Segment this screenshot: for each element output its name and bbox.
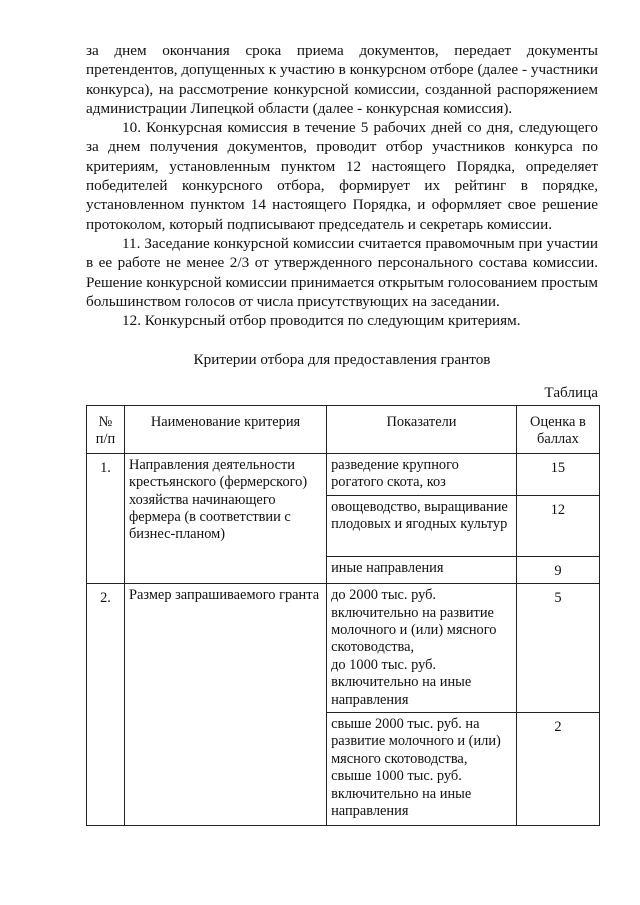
paragraph-10: 10. Конкурсная комиссия в течение 5 рабочих дней со дня, следующего за днем получения документов, проводит отбор участников конкурса по критериям, установленным пунктом 12 настоящего Порядка, определяет победителей конкурсного отбора, формирует их рейтинг в порядке, установленном пунктом 14 настоящего Порядка, и оформляет свое решение протоколом, который подписывают председатель и секретарь комиссии. xyxy=(86,119,598,233)
row-1-score-1: 15 xyxy=(516,453,599,495)
row-2-num: 2. xyxy=(87,584,125,825)
row-1-indicator-1: разведение крупного рогатого скота, коз xyxy=(327,453,517,495)
row-1-score-3: 9 xyxy=(516,556,599,583)
table-label: Таблица xyxy=(544,384,598,402)
row-1-indicator-3: иные направления xyxy=(327,556,517,583)
header-indicators: Показатели xyxy=(327,406,517,454)
table-header-row xyxy=(87,406,600,454)
paragraph-11: 11. Заседание конкурсной комиссии считается правомочным при участии в ее работе не менее 2/3 от утвержденного персонального состава комиссии. Решение конкурсной комиссии принимается открытым голосованием простым большинством голосов от числа присутствующих на заседании. xyxy=(86,234,598,310)
row-2-criterion: Размер запрашиваемого гранта xyxy=(124,584,326,825)
row-2-score-2: 2 xyxy=(516,713,599,825)
row-2-indicator-2: свыше 2000 тыс. руб. на развитие молочного и (или) мясного скотоводства, свыше 1000 тыс. руб. включительно на иные направления xyxy=(327,713,517,825)
criteria-table xyxy=(86,405,600,826)
row-1-score-2: 12 xyxy=(516,495,599,556)
paragraph-12: 12. Конкурсный отбор проводится по следующим критериям. xyxy=(122,312,521,330)
row-2-indicator-1: до 2000 тыс. руб. включительно на развитие молочного и (или) мясного скотоводства, до 1000 тыс. руб. включительно на иные направления xyxy=(327,584,517,713)
section-title: Критерии отбора для предоставления грантов xyxy=(193,351,491,369)
header-name: Наименование критерия xyxy=(124,406,326,454)
header-score: Оценка в баллах xyxy=(516,406,599,454)
paragraph-9-continuation: за днем окончания срока приема документов, передает документы претендентов, допущенных к участию в конкурсном отборе (далее - участники конкурса), на рассмотрение конкурсной комиссии, созданной распоряжением администрации Липецкой области (далее - конкурсная комиссия). xyxy=(86,42,598,117)
table-row xyxy=(87,453,600,495)
table-row xyxy=(87,584,600,713)
header-num: № п/п xyxy=(87,406,125,454)
row-2-score-1: 5 xyxy=(516,584,599,713)
row-1-num: 1. xyxy=(87,453,125,583)
document-page xyxy=(86,41,598,402)
row-1-criterion: Направления деятельности крестьянского (фермерского) хозяйства начинающего фермера (в соответствии с бизнес-планом) xyxy=(124,453,326,583)
row-1-indicator-2: овощеводство, выращивание плодовых и ягодных культур xyxy=(327,495,517,556)
